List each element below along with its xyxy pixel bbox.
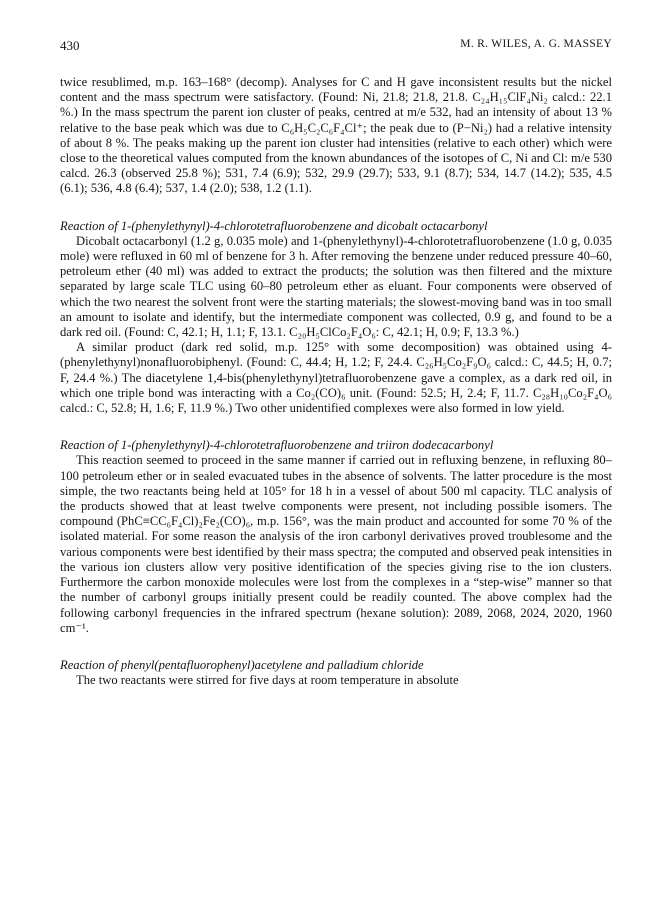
- paragraph-dicobalt-procedure: Dicobalt octacarbonyl (1.2 g, 0.035 mole) and 1-(phenylethynyl)-4-chlorotetrafluorobenzene (1.0 g, 0.035 mole) were refluxed in 60 ml of benzene for 3 h. After removing the benzene under reduced pressure 40–60, petroleum ether (40 ml) was added to extract the products; the solution was then filtered and the mixture separated by large scale TLC using 60–80 petroleum ether as eluant. Four components were observed of which the two nearest the solvent front were the starting materials; the slowest-moving band was in too small an amount to isolate and identify, but the intermediate component was collected, 0.9 g, and found to be a dark red oil. (Found: C, 42.1; H, 1.1; F, 13.1. C₂₀H₅ClCo₂F₄O₆: C, 42.1; H, 0.9; F, 13.3 %.): [60, 233, 612, 340]
- section-heading-palladium: Reaction of phenyl(pentafluorophenyl)acetylene and palladium chloride: [60, 657, 424, 672]
- paragraph-nickel-analysis: twice resublimed, m.p. 163–168° (decomp). Analyses for C and H gave inconsistent results but the nickel content and the mass spectrum were satisfactory. (Found: Ni, 21.8; 21.8, 21.8. C₂₄H₁₅ClF₄Ni₂ calcd.: 22.1 %.) In the mass spectrum the parent ion cluster of peaks, centred at m/e 532, had an intensity of about 13 % relative to the base peak which was due to C₆H₅C₂C₆F₄Cl⁺; the peak due to (P−Ni₂) had a relative intensity of about 8 %. The peaks making up the parent ion cluster had intensities (relative to each other) which were close to the theoretical values computed from the known abundances of the isotopes of C, Ni and Cl: m/e 530 calcd. 26.3 (observed 25.8 %); 531, 7.4 (6.9); 532, 29.9 (29.7); 533, 9.1 (8.7); 534, 14.7 (14.2); 535, 4.5 (6.1); 536, 4.8 (6.4); 537, 1.4 (2.0); 538, 1.2 (1.1).: [60, 75, 612, 196]
- running-header: [60, 38, 612, 58]
- section-heading-dicobalt: Reaction of 1-(phenylethynyl)-4-chlorotetrafluorobenzene and dicobalt octacarbonyl: [60, 218, 488, 233]
- section-heading-triiron: Reaction of 1-(phenylethynyl)-4-chlorotetrafluorobenzene and triiron dodecacarbonyl: [60, 438, 494, 453]
- paragraph-triiron-procedure: This reaction seemed to proceed in the same manner if carried out in refluxing benzene, in refluxing 80–100 petroleum ether or in sealed evacuated tubes in the absence of solvents. The latter procedure is the most simple, the two reactants being held at 105° for 18 h in a vessel of about 500 ml capacity. TLC analysis of the products showed that at least twelve components were present, not including possible isomers. The compound (PhC≡CC₆F₄Cl)₂Fe₂(CO)₆, m.p. 156°, was the main product and accounted for some 70 % of the isolated material. For some reason the analysis of the iron carbonyl derivatives proved troublesome and the various components were best identified by their mass spectra; the computed and observed peak intensities in the various ion clusters allow very positive identification of the species giving rise to the ion clusters. Furthermore the carbon monoxide molecules were lost from the complexes in a “step-wise” manner so that the number of carbonyl groups initially present could be readily counted. The above complex had the following carbonyl frequencies in the infrared spectrum (hexane solution): 2089, 2068, 2024, 2020, 1960 cm⁻¹.: [60, 453, 612, 635]
- running-head-authors: M. R. WILES, A. G. MASSEY: [460, 38, 612, 50]
- paragraph-similar-product: A similar product (dark red solid, m.p. 125° with some decomposition) was obtained using 4-(phenylethynyl)nonafluorobiphenyl. (Found: C, 44.4; H, 1.2; F, 24.4. C₂₆H₅Co₂F₉O₆ calcd.: C, 44.5; H, 0.7; F, 24.4 %.) The diacetylene 1,4-bis(phenylethynyl)tetrafluorobenzene gave a complex, as a dark red oil, in which one triple bond was interacting with a Co₂(CO)₆ unit. (Found: 52.5; H, 2.4; F, 11.7. C₂₈H₁₀Co₂F₄O₆ calcd.: C, 52.8; H, 1.6; F, 11.9 %.) Two other unidentified complexes were also formed in low yield.: [60, 340, 612, 416]
- page-number: 430: [60, 38, 80, 53]
- journal-page: [60, 38, 612, 688]
- paragraph-palladium-procedure: The two reactants were stirred for five days at room temperature in absolute: [76, 673, 459, 688]
